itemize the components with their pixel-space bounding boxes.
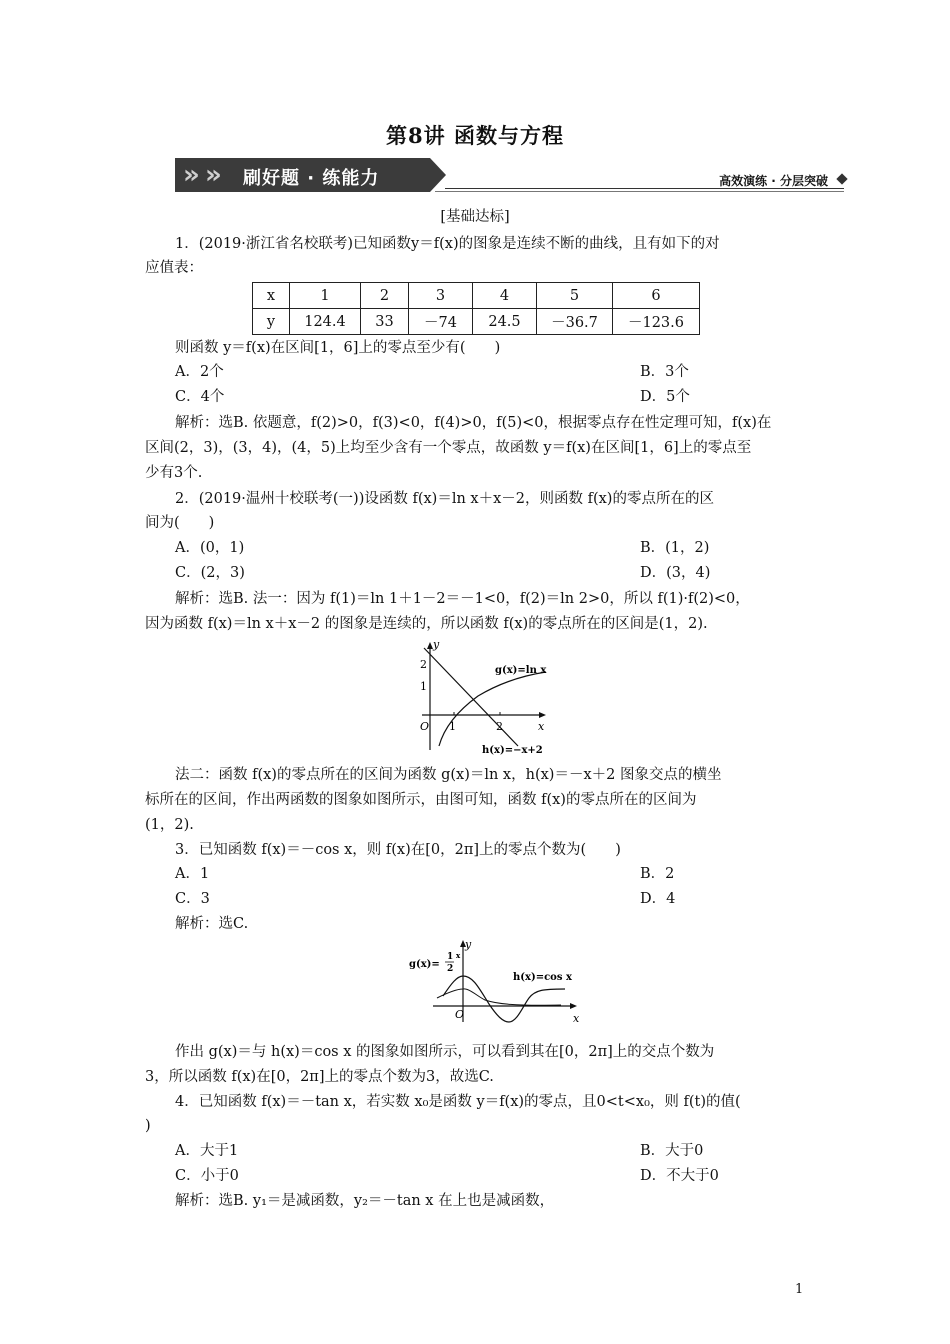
banner-left-label: 刷好题 · 练能力 (243, 168, 380, 189)
x-axis-label: x (573, 1012, 580, 1025)
option-d: D．不大于0 (640, 1168, 719, 1184)
fraction-denominator: 2 (447, 964, 454, 974)
tick-label: 2 (496, 720, 503, 733)
question-4-text: 4．已知函数 f(x)＝－tan x，若实数 x₀是函数 y＝f(x)的零点，且0<t<x₀，则 f(t)的值( (175, 1094, 741, 1110)
table-cell: y (253, 309, 290, 335)
y-axis-label: y (465, 938, 472, 951)
option-d: D．(3，4) (640, 565, 711, 581)
page-title: 第8讲 函数与方程 (386, 123, 564, 148)
curve-label-h: h(x)=−x+2 (482, 745, 543, 756)
table-row (253, 283, 700, 309)
option-c: C．3 (175, 891, 210, 907)
table-row (253, 309, 700, 335)
curve-label-g: g(x)= (409, 959, 440, 970)
exponent-label: x (456, 951, 461, 960)
value-table (252, 282, 700, 335)
question-3-text: 3．已知函数 f(x)＝－cos x，则 f(x)在[0，2π]上的零点个数为( ) (175, 842, 621, 858)
table-cell: 5 (537, 283, 613, 309)
fraction-numerator: 1 (447, 952, 454, 962)
option-b: B．(1，2) (640, 540, 710, 556)
question-2-text: 2．(2019·温州十校联考(一))设函数 f(x)＝ln x＋x－2，则函数 f(x)的零点所在的区 (175, 491, 714, 507)
figure-cos-graph (405, 936, 585, 1026)
section-banner (175, 158, 850, 194)
diamond-icon (836, 173, 847, 184)
banner-right-label: 高效演练 · 分层突破 (719, 174, 828, 188)
origin-label: O (455, 1008, 465, 1021)
option-c: C．(2，3) (175, 565, 245, 581)
chevron-icon: » (183, 160, 200, 190)
tick-label: 1 (449, 720, 456, 733)
option-b: B．3个 (640, 364, 689, 380)
question-1-text: 1．(2019·浙江省名校联考)已知函数y＝f(x)的图象是连续不断的曲线，且有如下的对 (175, 236, 720, 252)
question-4-text: ) (145, 1118, 151, 1134)
curve-label-h: h(x)=cos x (513, 972, 572, 983)
solution-text: 解析：选C. (175, 916, 249, 932)
option-c: C．小于0 (175, 1168, 239, 1184)
solution-text: 法二：函数 f(x)的零点所在的区间为函数 g(x)＝ln x，h(x)＝－x＋2 图象交点的横坐 (175, 767, 722, 783)
table-cell: 24.5 (473, 309, 537, 335)
chevron-icon: » (205, 160, 222, 190)
option-b: B．2 (640, 866, 675, 882)
table-cell: －123.6 (613, 309, 700, 335)
figure-ln-graph (400, 640, 560, 758)
option-d: D．4 (640, 891, 676, 907)
option-a: A．2个 (175, 364, 224, 380)
solution-text: 因为函数 f(x)＝ln x＋x－2 的图象是连续的，所以函数 f(x)的零点所在的区间是(1，2). (145, 616, 708, 632)
option-a: A．大于1 (175, 1143, 239, 1159)
question-1-text: 则函数 y＝f(x)在区间[1，6]上的零点至少有( ) (175, 340, 501, 356)
question-2-text: 间为( ) (145, 515, 215, 531)
curve-label-g: g(x)=ln x (495, 665, 547, 676)
tick-label: 2 (420, 658, 427, 671)
table-cell: －36.7 (537, 309, 613, 335)
page-number: 1 (795, 1282, 804, 1297)
y-axis-label: y (433, 640, 440, 651)
solution-text: 标所在的区间，作出两函数的图象如图所示，由图可知，函数 f(x)的零点所在的区间为 (145, 792, 697, 808)
table-cell: 6 (613, 283, 700, 309)
tick-label: 1 (420, 680, 427, 693)
question-1-text: 应值表： (145, 260, 203, 276)
table-cell: 33 (361, 309, 409, 335)
solution-text: (1，2). (145, 817, 194, 833)
table-cell: 3 (409, 283, 473, 309)
table-cell: 1 (290, 283, 361, 309)
x-axis-label: x (538, 720, 545, 733)
table-cell: 2 (361, 283, 409, 309)
solution-text: 作出 g(x)＝与 h(x)＝cos x 的图象如图所示，可以看到其在[0，2π]上的交点个数为 (175, 1044, 715, 1060)
solution-text: 解析：选B. y₁＝是减函数，y₂＝－tan x 在上也是减函数， (175, 1193, 555, 1209)
solution-text: 解析：选B. 法一：因为 f(1)＝ln 1＋1－2＝－1<0，f(2)＝ln 2>0，所以 f(1)·f(2)<0， (175, 591, 750, 607)
option-c: C．4个 (175, 389, 225, 405)
option-a: A．1 (175, 866, 210, 882)
solution-text: 少有3个. (145, 465, 203, 481)
origin-label: O (420, 720, 430, 733)
table-cell: －74 (409, 309, 473, 335)
section-heading: [基础达标] (440, 209, 510, 225)
table-cell: 124.4 (290, 309, 361, 335)
option-b: B．大于0 (640, 1143, 704, 1159)
banner-left-block (175, 158, 430, 192)
option-d: D．5个 (640, 389, 690, 405)
table-cell: 4 (473, 283, 537, 309)
table-cell: x (253, 283, 290, 309)
solution-text: 解析：选B. 依题意，f(2)>0，f(3)<0，f(4)>0，f(5)<0，根据零点存在性定理可知，f(x)在 (175, 415, 772, 431)
solution-text: 3，所以函数 f(x)在[0，2π]上的零点个数为3，故选C. (145, 1069, 494, 1085)
option-a: A．(0，1) (175, 540, 245, 556)
solution-text: 区间(2，3)，(3，4)，(4，5)上均至少含有一个零点，故函数 y＝f(x)在区间[1，6]上的零点至 (145, 440, 752, 456)
